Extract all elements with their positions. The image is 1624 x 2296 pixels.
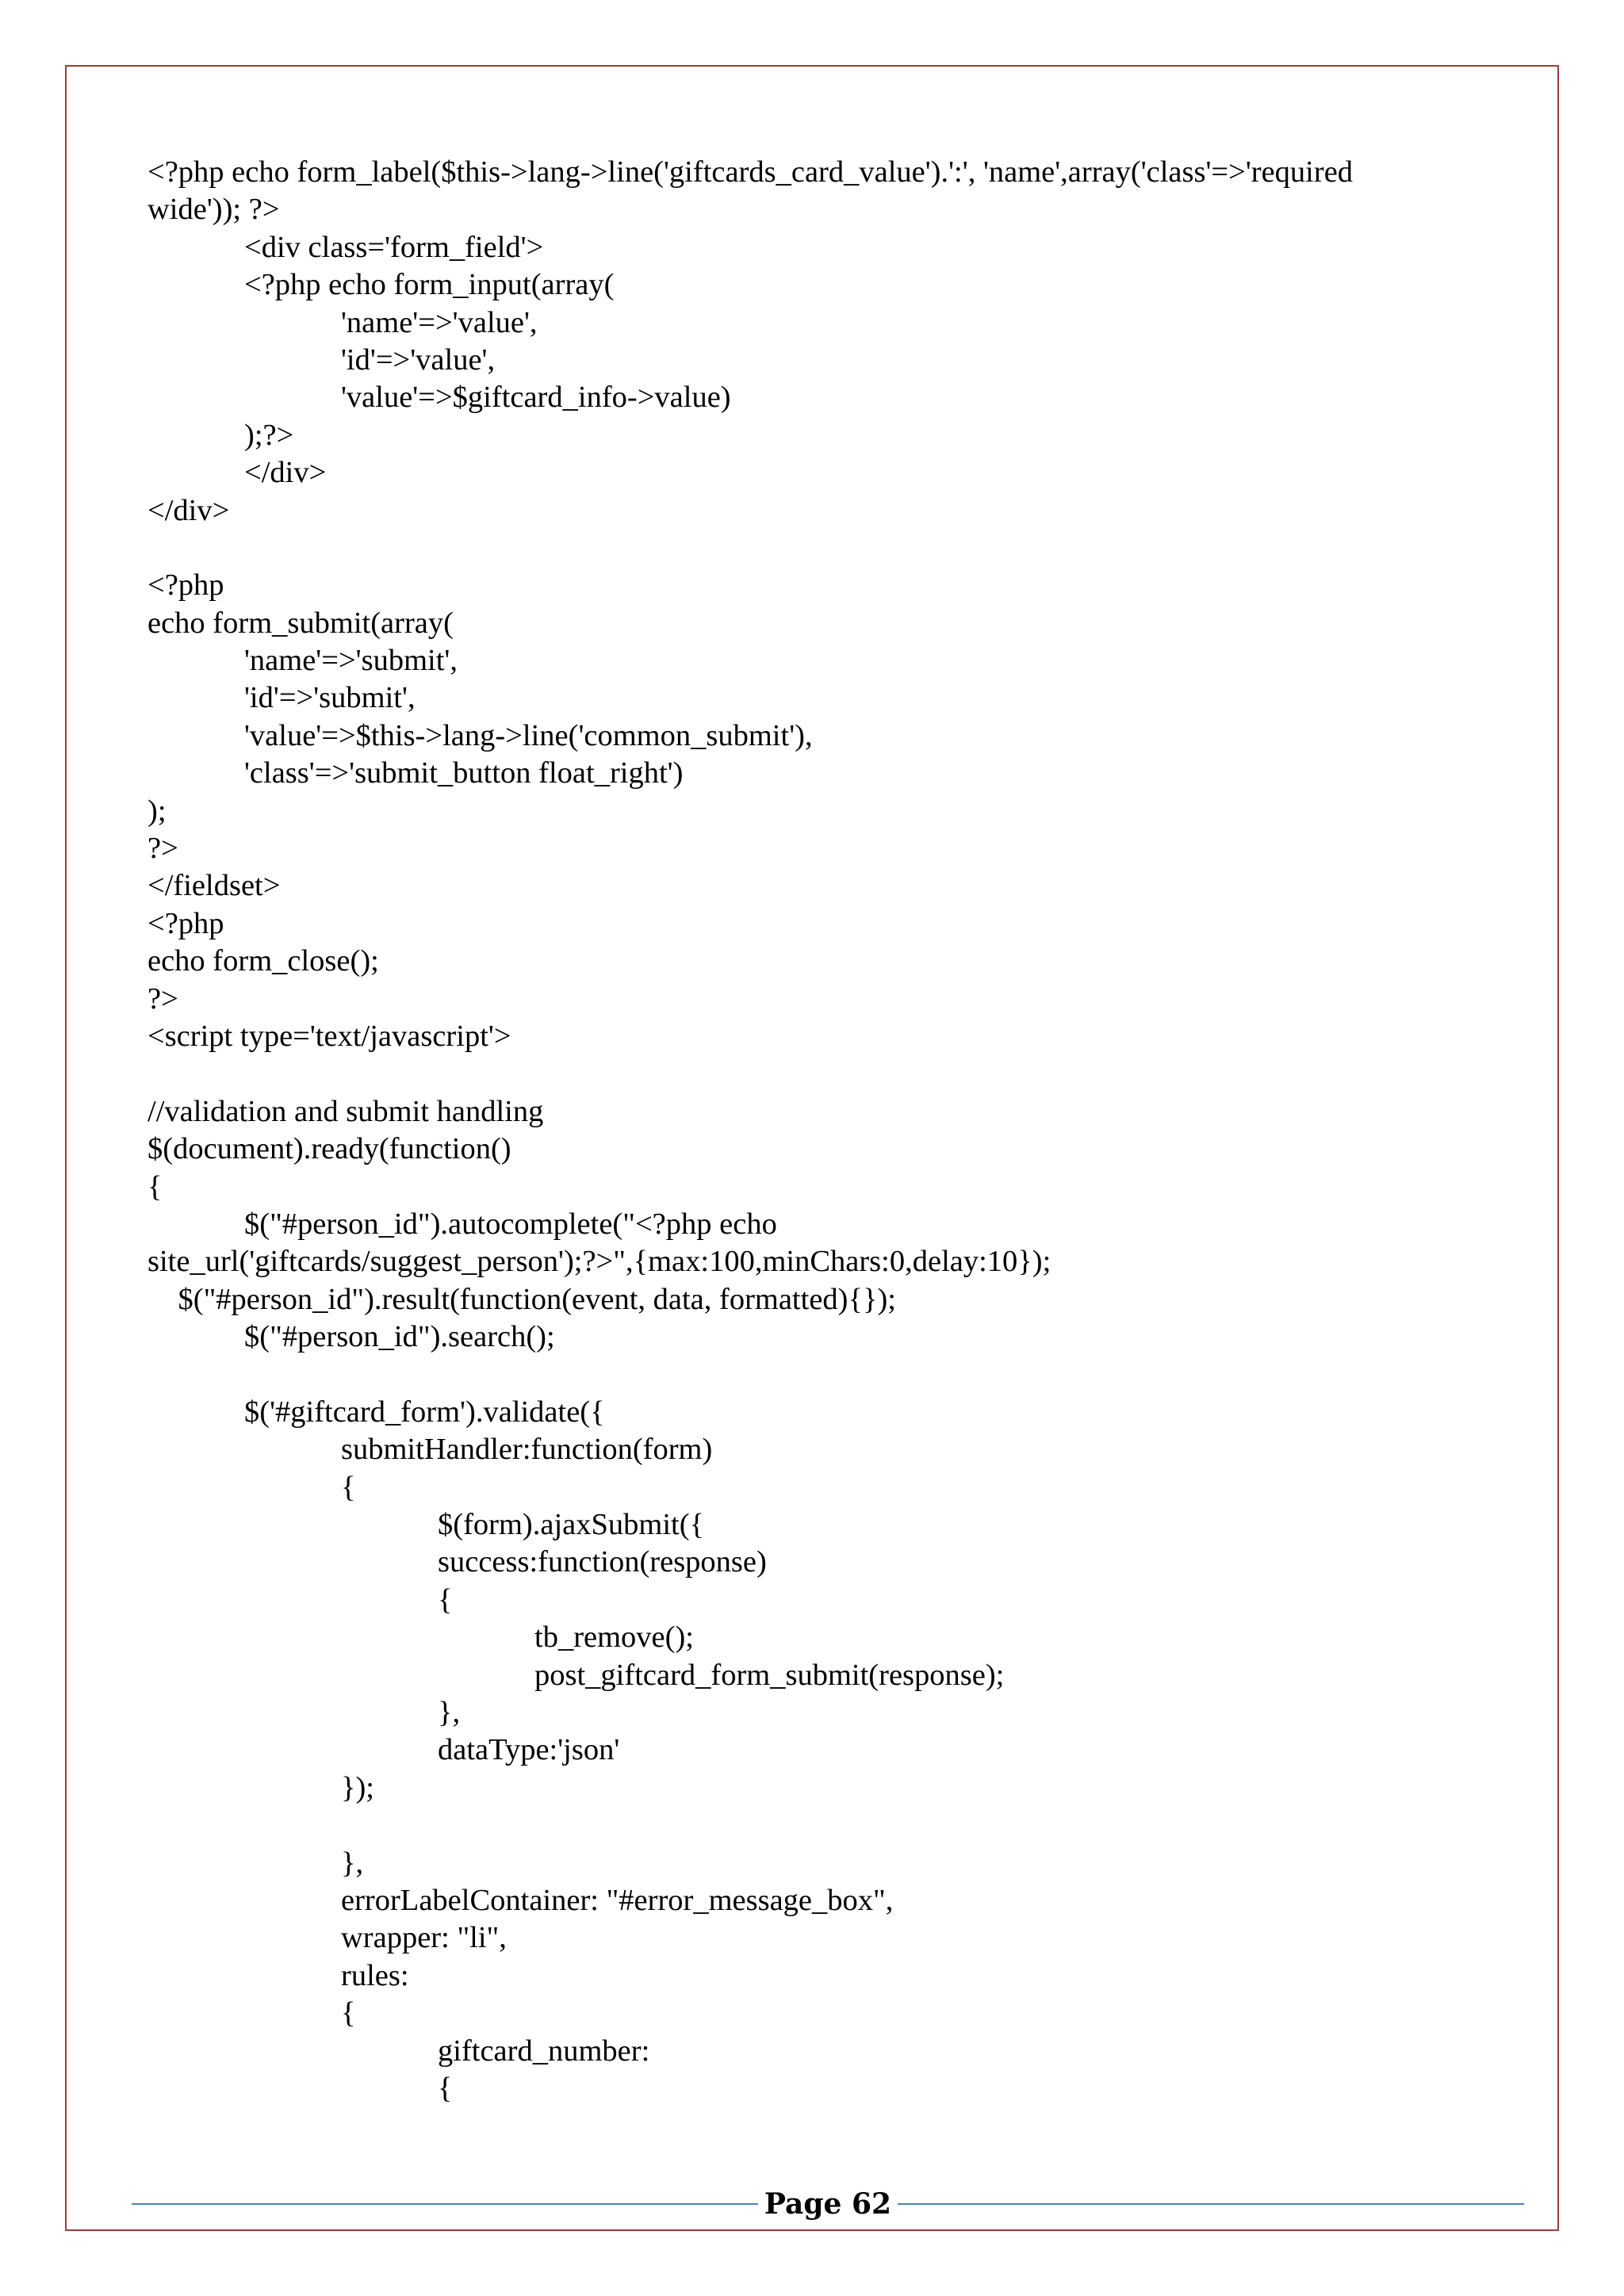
footer-rule-left — [132, 2203, 758, 2205]
code-line: errorLabelContainer: "#error_message_box", — [147, 1883, 894, 1917]
code-line: rules: — [147, 1958, 409, 1992]
code-block — [147, 154, 1496, 2107]
code-line: 'class'=>'submit_button float_right') — [147, 756, 684, 790]
code-line: );?> — [147, 418, 294, 452]
code-line: <?php echo form_label($this->lang->line('giftcards_card_value').':', 'name',array('class'=>'required — [147, 155, 1354, 189]
code-line: //validation and submit handling — [147, 1094, 544, 1128]
code-line: <?php — [147, 906, 224, 940]
code-line: <?php — [147, 568, 224, 603]
code-line: $("#person_id").result(function(event, data, formatted){}); — [147, 1282, 896, 1316]
code-line: }, — [147, 1846, 364, 1880]
code-line — [147, 1055, 1496, 1093]
footer-rule-right — [898, 2203, 1524, 2205]
page-footer — [132, 2182, 1524, 2226]
code-line: echo form_submit(array( — [147, 606, 454, 640]
code-line: </div> — [147, 493, 230, 527]
code-line: </fieldset> — [147, 869, 281, 903]
code-line: site_url('giftcards/suggest_person');?>",{max:100,minChars:0,delay:10}); — [147, 1245, 1051, 1279]
code-line — [147, 1807, 1496, 1844]
code-line: 'name'=>'value', — [147, 305, 538, 339]
code-line — [147, 530, 1496, 567]
code-line: }, — [147, 1696, 461, 1730]
code-line: ?> — [147, 832, 178, 866]
code-line: submitHandler:function(form) — [147, 1433, 713, 1467]
code-line: 'id'=>'value', — [147, 342, 496, 377]
code-line: giftcard_number: — [147, 2034, 650, 2068]
code-line — [147, 1357, 1496, 1394]
code-line: </div> — [147, 456, 327, 490]
code-line: <?php echo form_input(array( — [147, 268, 615, 302]
page-number: Page 62 — [764, 2187, 892, 2221]
code-line: { — [147, 1996, 356, 2030]
code-line: post_giftcard_form_submit(response); — [147, 1658, 1005, 1692]
code-line: dataType:'json' — [147, 1733, 620, 1767]
code-line: { — [147, 1582, 453, 1617]
code-line: ?> — [147, 982, 178, 1016]
code-line: $("#person_id").search(); — [147, 1320, 555, 1354]
code-line: { — [147, 1169, 163, 1203]
code-line: wide')); ?> — [147, 193, 280, 227]
code-line: success:function(response) — [147, 1545, 767, 1579]
code-line: { — [147, 2071, 453, 2105]
code-line: <div class='form_field'> — [147, 230, 544, 264]
code-line: }); — [147, 1770, 374, 1804]
code-line: 'value'=>$this->lang->line('common_submit'), — [147, 718, 813, 752]
code-line: ); — [147, 794, 167, 828]
code-line: 'value'=>$giftcard_info->value) — [147, 381, 731, 415]
code-line: { — [147, 1470, 356, 1504]
code-line: $(document).ready(function() — [147, 1132, 511, 1166]
code-line: $('#giftcard_form').validate({ — [147, 1395, 605, 1429]
code-line: <script type='text/javascript'> — [147, 1019, 511, 1053]
code-line: 'name'=>'submit', — [147, 644, 458, 678]
code-line: $(form).ajaxSubmit({ — [147, 1508, 705, 1542]
code-line: tb_remove(); — [147, 1621, 694, 1655]
code-line: wrapper: "li", — [147, 1921, 507, 1955]
code-line: echo form_close(); — [147, 944, 379, 978]
code-line: 'id'=>'submit', — [147, 681, 416, 715]
code-line: $("#person_id").autocomplete("<?php echo — [147, 1207, 777, 1241]
